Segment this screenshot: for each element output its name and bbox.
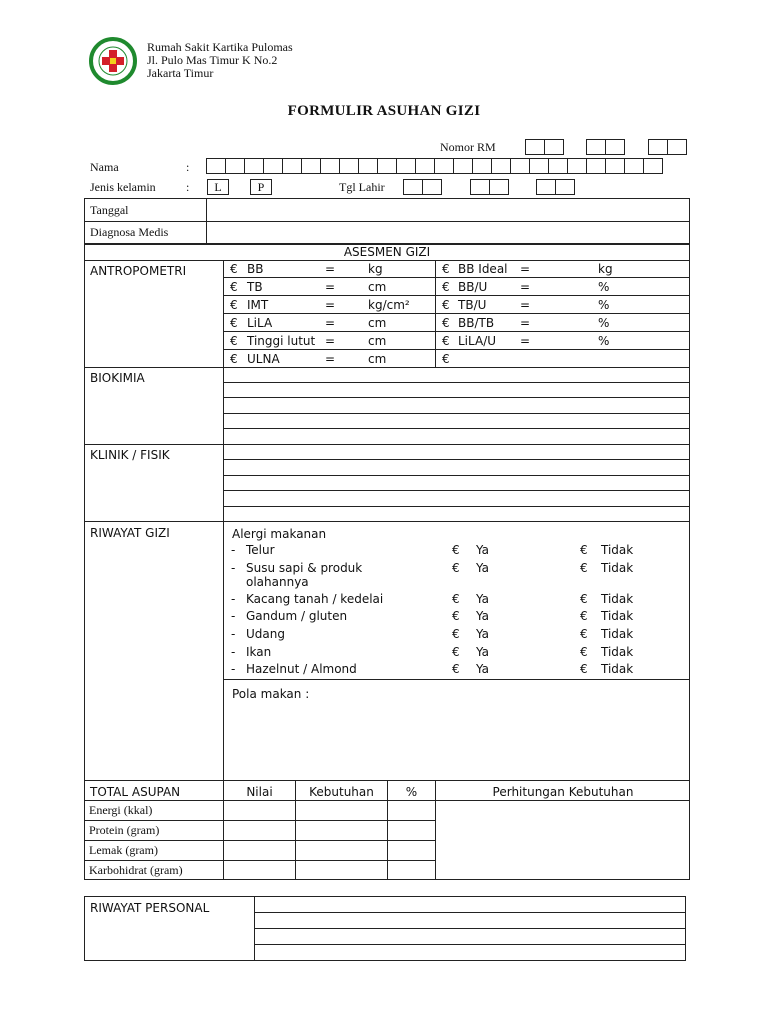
jenis-kelamin-label: Jenis kelamin: [90, 180, 156, 194]
tidak-checkbox-icon[interactable]: €: [580, 543, 588, 557]
allergen-dash: -: [231, 609, 236, 623]
anthro-checkbox-icon[interactable]: €: [230, 298, 238, 312]
asesmen-header: ASESMEN GIZI: [343, 245, 431, 259]
anthro-checkbox-icon[interactable]: €: [230, 334, 238, 348]
gender-p-box[interactable]: [250, 179, 272, 195]
nomor-rm-cells-1[interactable]: [525, 139, 563, 155]
tidak-label: Tidak: [601, 543, 634, 557]
anthro-item-eq: =: [325, 334, 336, 348]
antropometri-label: ANTROPOMETRI: [90, 264, 187, 278]
ya-label: Ya: [476, 561, 490, 575]
anthro-item-unit: %: [598, 334, 610, 348]
biokimia-field[interactable]: [224, 368, 689, 443]
anthro-checkbox-icon[interactable]: €: [230, 262, 238, 276]
tidak-label: Tidak: [601, 645, 634, 659]
anthro-item-name: TB/U: [458, 298, 487, 312]
anthro-item-name: BB/U: [458, 280, 488, 294]
hospital-city: Jakarta Timur: [147, 66, 214, 80]
anthro-item-unit: cm: [368, 280, 387, 294]
anthro-item-name: TB: [247, 280, 263, 294]
anthro-checkbox-icon[interactable]: €: [442, 262, 450, 276]
allergen-name: Gandum / gluten: [246, 609, 348, 623]
tidak-label: Tidak: [601, 561, 634, 575]
anthro-item-name: Tinggi lutut: [247, 334, 316, 348]
anthro-item-name: IMT: [247, 298, 269, 312]
susu-continuation: olahannya: [246, 575, 309, 589]
tidak-checkbox-icon[interactable]: €: [580, 561, 588, 575]
tidak-checkbox-icon[interactable]: €: [580, 645, 588, 659]
ya-checkbox-icon[interactable]: €: [452, 543, 460, 557]
allergen-name: Udang: [246, 627, 285, 641]
anthro-item-unit: %: [598, 298, 610, 312]
col-percent: %: [405, 785, 418, 799]
diagnosa-field[interactable]: [207, 222, 689, 243]
anthro-item-unit: %: [598, 280, 610, 294]
anthro-checkbox-icon[interactable]: €: [230, 316, 238, 330]
ya-checkbox-icon[interactable]: €: [452, 645, 460, 659]
row-protein: Protein (gram): [89, 823, 160, 837]
jenis-kelamin-colon: :: [186, 180, 190, 194]
tidak-label: Tidak: [601, 662, 634, 676]
klinik-label: KLINIK / FISIK: [90, 448, 170, 462]
row-lemak: Lemak (gram): [89, 843, 158, 857]
anthro-item-unit: kg: [598, 262, 613, 276]
allergen-name: Kacang tanah / kedelai: [246, 592, 384, 606]
anthro-item-eq: =: [325, 298, 336, 312]
biokimia-label: BIOKIMIA: [90, 371, 145, 385]
anthro-item-unit: cm: [368, 334, 387, 348]
allergen-dash: -: [231, 627, 236, 641]
tidak-label: Tidak: [601, 627, 634, 641]
ya-checkbox-icon[interactable]: €: [452, 592, 460, 606]
anthro-item-eq: =: [520, 298, 531, 312]
ya-label: Ya: [476, 627, 490, 641]
allergen-dash: -: [231, 592, 236, 606]
riwayat-personal-label: RIWAYAT PERSONAL: [90, 901, 210, 915]
gender-l-box[interactable]: [207, 179, 229, 195]
col-nilai: Nilai: [246, 785, 273, 799]
anthro-item-name: BB/TB: [458, 316, 495, 330]
allergen-name: Telur: [246, 543, 275, 557]
anthro-item-eq: =: [520, 334, 531, 348]
form-title: FORMULIR ASUHAN GIZI: [287, 103, 481, 119]
col-kebutuhan: Kebutuhan: [309, 785, 374, 799]
gender-l-label: L: [214, 180, 222, 194]
anthro-checkbox-icon[interactable]: €: [442, 316, 450, 330]
anthro-item-name: LiLA: [247, 316, 273, 330]
tidak-label: Tidak: [601, 592, 634, 606]
anthro-item-eq: =: [325, 262, 336, 276]
anthro-checkbox-icon[interactable]: €: [230, 352, 238, 366]
ya-checkbox-icon[interactable]: €: [452, 609, 460, 623]
anthro-item-eq: =: [325, 280, 336, 294]
ya-label: Ya: [476, 592, 490, 606]
allergen-dash: -: [231, 561, 236, 575]
tidak-checkbox-icon[interactable]: €: [580, 609, 588, 623]
perhitungan-label: Perhitungan Kebutuhan: [492, 785, 634, 799]
gender-p-label: P: [257, 180, 265, 194]
ya-label: Ya: [476, 645, 490, 659]
tgl-lahir-day-cells[interactable]: [403, 179, 441, 195]
anthro-checkbox-icon[interactable]: €: [442, 298, 450, 312]
ya-label: Ya: [476, 662, 490, 676]
hospital-name: Rumah Sakit Kartika Pulomas: [147, 40, 293, 54]
anthro-item-unit: cm: [368, 316, 387, 330]
klinik-field[interactable]: [224, 445, 689, 520]
nomor-rm-cells-2[interactable]: [586, 139, 624, 155]
allergen-name: Susu sapi & produk: [246, 561, 363, 575]
allergen-dash: -: [231, 645, 236, 659]
ya-label: Ya: [476, 609, 490, 623]
tgl-lahir-label: Tgl Lahir: [339, 180, 385, 194]
anthro-item-name: BB: [247, 262, 264, 276]
allergen-name: Ikan: [246, 645, 272, 659]
row-karbohidrat: Karbohidrat (gram): [89, 863, 183, 877]
perhitungan-field[interactable]: [436, 801, 689, 879]
hospital-address: Jl. Pulo Mas Timur K No.2: [147, 53, 278, 67]
pola-makan-field[interactable]: [224, 700, 689, 779]
nomor-rm-label: Nomor RM: [440, 140, 496, 154]
tidak-checkbox-icon[interactable]: €: [580, 662, 588, 676]
tidak-checkbox-icon[interactable]: €: [580, 627, 588, 641]
anthro-item-unit: cm: [368, 352, 387, 366]
anthro-item-eq: =: [520, 316, 531, 330]
anthro-item-unit: kg: [368, 262, 383, 276]
riwayat-personal-field[interactable]: [255, 897, 685, 960]
diagnosa-label: Diagnosa Medis: [90, 225, 169, 239]
anthro-item-unit: %: [598, 316, 610, 330]
ya-checkbox-icon[interactable]: €: [452, 627, 460, 641]
tidak-checkbox-icon[interactable]: €: [580, 592, 588, 606]
anthro-checkbox-icon[interactable]: €: [442, 334, 450, 348]
nama-colon: :: [186, 160, 190, 174]
anthro-item-name: BB Ideal: [458, 262, 508, 276]
ya-label: Ya: [476, 543, 490, 557]
anthro-item-name: ULNA: [247, 352, 280, 366]
pola-makan-label: Pola makan :: [232, 687, 310, 701]
anthro-item-eq: =: [520, 262, 531, 276]
allergen-name: Hazelnut / Almond: [246, 662, 357, 676]
tanggal-label: Tanggal: [90, 203, 129, 217]
anthro-checkbox-icon[interactable]: €: [442, 280, 450, 294]
nama-label: Nama: [90, 160, 119, 174]
ya-checkbox-icon[interactable]: €: [452, 561, 460, 575]
allergen-dash: -: [231, 662, 236, 676]
row-energi: Energi (kkal): [89, 803, 153, 817]
anthro-item-eq: =: [325, 352, 336, 366]
tanggal-field[interactable]: [207, 199, 689, 220]
tgl-lahir-year-cells[interactable]: [536, 179, 574, 195]
anthro-checkbox-icon[interactable]: €: [230, 280, 238, 294]
riwayat-gizi-label: RIWAYAT GIZI: [90, 526, 170, 540]
ya-checkbox-icon[interactable]: €: [452, 662, 460, 676]
total-asupan-label: TOTAL ASUPAN: [90, 785, 181, 799]
tgl-lahir-month-cells[interactable]: [470, 179, 508, 195]
hospital-logo: [87, 37, 139, 85]
alergi-title: Alergi makanan: [232, 527, 327, 541]
anthro-item-unit: kg/cm²: [368, 298, 410, 312]
anthro-item-eq: =: [520, 280, 531, 294]
tidak-label: Tidak: [601, 609, 634, 623]
nama-cells[interactable]: [206, 158, 662, 174]
anthro-checkbox-icon[interactable]: €: [442, 352, 450, 366]
nomor-rm-cells-3[interactable]: [648, 139, 686, 155]
anthro-item-eq: =: [325, 316, 336, 330]
allergen-dash: -: [231, 543, 236, 557]
anthro-item-name: LiLA/U: [458, 334, 497, 348]
